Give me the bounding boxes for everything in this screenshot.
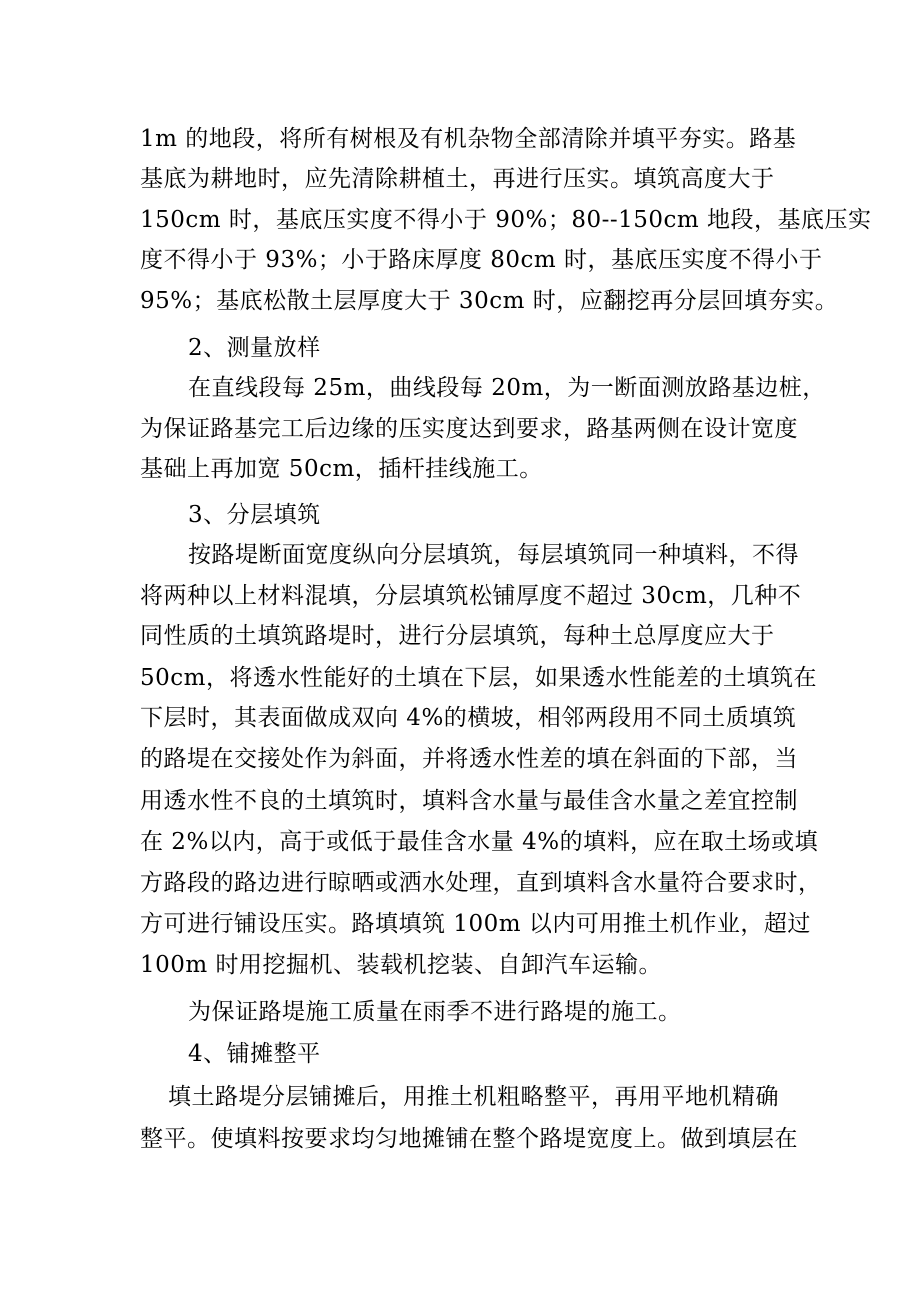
text-line: 方可进行铺设压实。路填填筑 100m 以内可用推土机作业，超过 (140, 911, 811, 937)
text-line: 基础上再加宽 50cm，插杆挂线施工。 (140, 456, 543, 482)
text-line: 基底为耕地时，应先清除耕植土，再进行压实。填筑高度大于 (140, 166, 775, 192)
text-line: 同性质的土填筑路堤时，进行分层填筑，每种土总厚度应大于 (140, 623, 775, 649)
section-heading: 2、测量放样 (188, 335, 321, 361)
text-line: 方路段的路边进行晾晒或洒水处理，直到填料含水量符合要求时， (140, 870, 822, 896)
text-line: 度不得小于 93%；小于路床厚度 80cm 时，基底压实度不得小于 (140, 247, 823, 273)
text-line: 100m 时用挖掘机、装载机挖装、自卸汽车运输。 (140, 952, 663, 978)
section-heading: 4、铺摊整平 (188, 1041, 321, 1067)
text-line: 150cm 时，基底压实度不得小于 90%；80--150cm 地段，基底压实 (140, 207, 872, 233)
text-line: 用透水性不良的土填筑时，填料含水量与最佳含水量之差宜控制 (140, 788, 798, 814)
text-line: 按路堤断面宽度纵向分层填筑，每层填筑同一种填料，不得 (188, 542, 799, 568)
text-line: 整平。使填料按要求均匀地摊铺在整个路堤宽度上。做到填层在 (140, 1126, 798, 1152)
text-line: 将两种以上材料混填，分层填筑松铺厚度不超过 30cm，几种不 (140, 583, 802, 609)
text-line: 的路堤在交接处作为斜面，并将透水性差的填在斜面的下部，当 (140, 746, 798, 772)
text-line: 50cm，将透水性能好的土填在下层，如果透水性能差的土填筑在 (140, 665, 817, 691)
text-line: 填土路堤分层铺摊后，用推土机粗略整平，再用平地机精确 (168, 1084, 779, 1110)
section-heading: 3、分层填筑 (188, 502, 321, 528)
text-line: 在直线段每 25m，曲线段每 20m，为一断面测放路基边桩， (188, 375, 826, 401)
text-line: 为保证路基完工后边缘的压实度达到要求，路基两侧在设计宽度 (140, 416, 798, 442)
text-line: 在 2%以内，高于或低于最佳含水量 4%的填料，应在取土场或填 (140, 829, 819, 855)
text-line: 95%；基底松散土层厚度大于 30cm 时，应翻挖再分层回填夯实。 (140, 288, 839, 314)
text-line: 为保证路堤施工质量在雨季不进行路堤的施工。 (188, 999, 682, 1025)
text-line: 下层时，其表面做成双向 4%的横坡，相邻两段用不同土质填筑 (140, 705, 797, 731)
text-line: 1m 的地段，将所有树根及有机杂物全部清除并填平夯实。路基 (140, 126, 797, 152)
